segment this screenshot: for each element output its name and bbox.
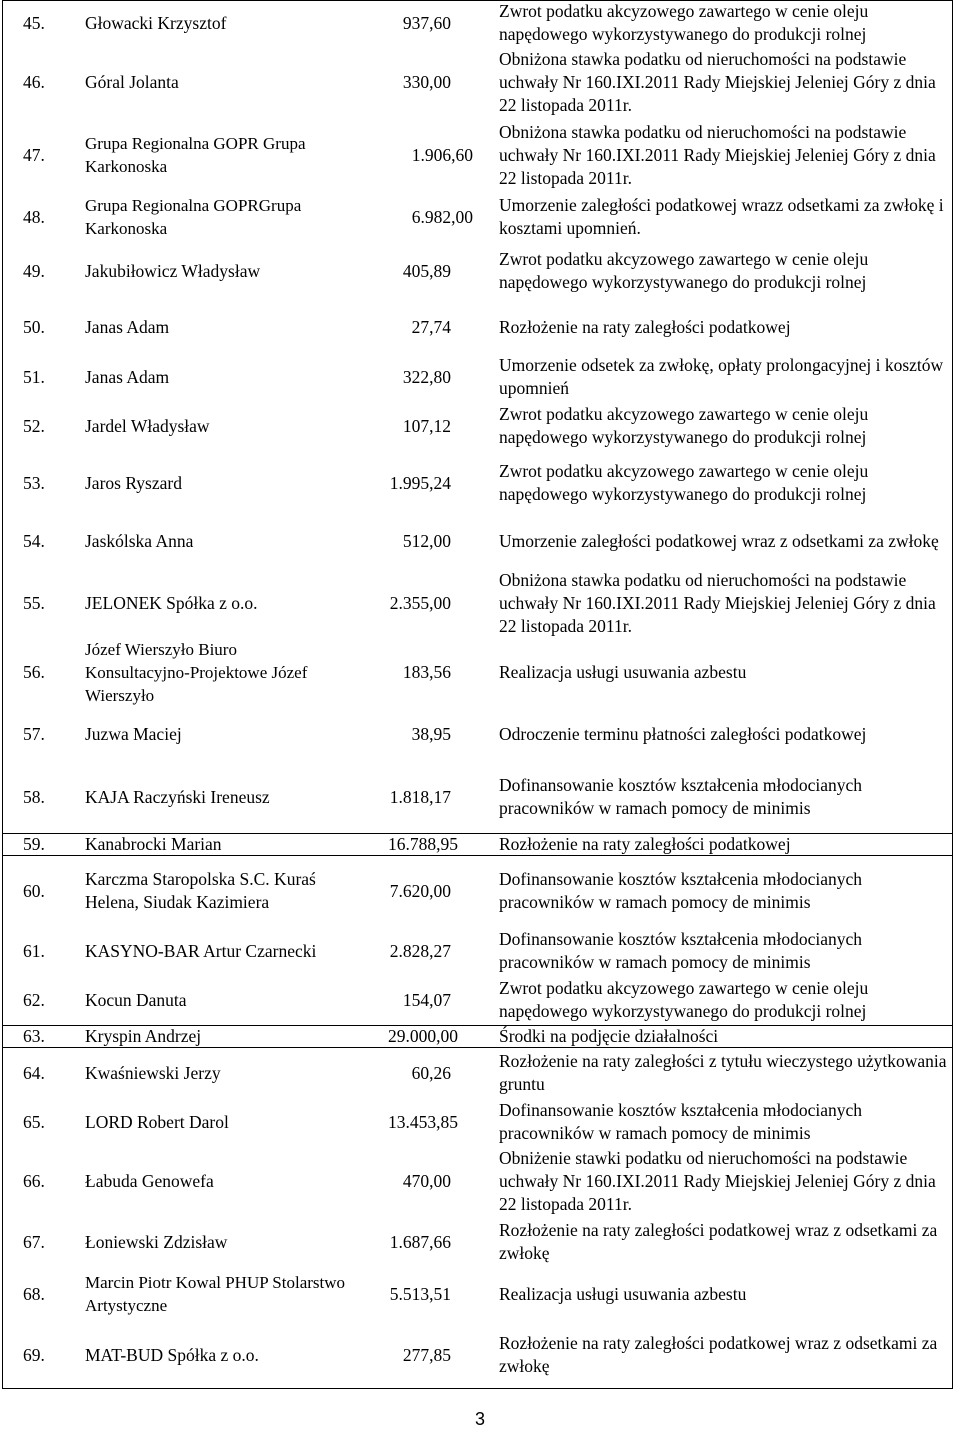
row-name: Marcin Piotr Kowal PHUP Stolarstwo Artystyczne bbox=[85, 1273, 346, 1315]
row-description: Rozłożenie na raty zaległości podatkowej wraz z odsetkami za zwłokę bbox=[499, 1333, 938, 1376]
row-description: Rozłożenie na raty zaległości podatkowej bbox=[499, 316, 791, 337]
table-row bbox=[3, 637, 952, 707]
row-number: 54. bbox=[23, 530, 45, 551]
table-row bbox=[3, 1217, 952, 1267]
row-description: Zwrot podatku akcyzowego zawartego w cenie oleju napędowego wykorzystywanego do produkcji rolnej bbox=[499, 249, 869, 292]
row-amount: 1.687,66 bbox=[389, 1231, 451, 1252]
row-name: Józef Wierszyło Biuro Konsultacyjno-Projektowe Józef Wierszyło bbox=[85, 639, 308, 705]
row-amount: 27,74 bbox=[411, 316, 451, 337]
row-description: Obniżona stawka podatku od nieruchomości na podstawie uchwały Nr 160.IXI.2011 Rady Miejskiej Jeleniej Góry z dnia 22 listopada 2011r. bbox=[499, 48, 936, 115]
row-amount: 38,95 bbox=[411, 723, 451, 744]
row-description: Zwrot podatku akcyzowego zawartego w cenie oleju napędowego wykorzystywanego do produkcji rolnej bbox=[499, 978, 869, 1021]
row-number: 49. bbox=[23, 260, 45, 281]
table-row bbox=[3, 453, 952, 513]
table-row bbox=[3, 855, 952, 927]
row-name: Jaros Ryszard bbox=[85, 472, 182, 493]
row-divider bbox=[3, 855, 952, 856]
row-description: Rozłożenie na raty zaległości podatkowej wraz z odsetkami za zwłokę bbox=[499, 1220, 938, 1263]
row-description: Rozłożenie na raty zaległości podatkowej bbox=[499, 833, 791, 854]
row-description: Obniżona stawka podatku od nieruchomości na podstawie uchwały Nr 160.IXI.2011 Rady Miejskiej Jeleniej Góry z dnia 22 listopada 2011r. bbox=[499, 569, 936, 636]
row-description: Dofinansowanie kosztów kształcenia młodocianych pracowników w ramach pomocy de minimis bbox=[499, 869, 863, 912]
table-row bbox=[3, 45, 952, 119]
row-description: Dofinansowanie kosztów kształcenia młodocianych pracowników w ramach pomocy de minimis bbox=[499, 775, 863, 818]
table-row bbox=[3, 1047, 952, 1099]
table-row bbox=[3, 1145, 952, 1217]
table-row bbox=[3, 833, 952, 855]
row-amount: 405,89 bbox=[402, 260, 451, 281]
row-amount: 7.620,00 bbox=[389, 880, 451, 901]
row-number: 47. bbox=[23, 144, 45, 165]
row-name: Kanabrocki Marian bbox=[85, 833, 222, 854]
row-description: Zwrot podatku akcyzowego zawartego w cenie oleju napędowego wykorzystywanego do produkcji rolnej bbox=[499, 404, 869, 447]
table-row bbox=[3, 1099, 952, 1145]
row-number: 69. bbox=[23, 1344, 45, 1365]
row-amount: 2.828,27 bbox=[389, 940, 451, 961]
row-number: 66. bbox=[23, 1170, 45, 1191]
row-name: KAJA Raczyński Ireneusz bbox=[85, 786, 270, 807]
row-number: 59. bbox=[23, 833, 45, 854]
row-amount: 1.818,17 bbox=[389, 786, 451, 807]
row-description: Rozłożenie na raty zaległości z tytułu wieczystego użytkowania gruntu bbox=[499, 1051, 947, 1094]
row-description: Umorzenie odsetek za zwłokę, opłaty prolongacyjnej i kosztów upomnień bbox=[499, 355, 944, 398]
row-number: 61. bbox=[23, 940, 45, 961]
row-name: Głowacki Krzysztof bbox=[85, 12, 227, 33]
table-row bbox=[3, 355, 952, 399]
row-number: 55. bbox=[23, 592, 45, 613]
row-number: 48. bbox=[23, 206, 45, 227]
row-name: Kwaśniewski Jerzy bbox=[85, 1062, 221, 1083]
row-amount: 937,60 bbox=[402, 12, 451, 33]
row-amount: 16.788,95 bbox=[388, 833, 458, 854]
row-amount: 1.906,60 bbox=[411, 144, 473, 165]
row-amount: 1.995,24 bbox=[389, 472, 451, 493]
row-amount: 6.982,00 bbox=[411, 206, 473, 227]
row-number: 60. bbox=[23, 880, 45, 901]
row-description: Obniżona stawka podatku od nieruchomości na podstawie uchwały Nr 160.IXI.2011 Rady Miejskiej Jeleniej Góry z dnia 22 listopada 2011r. bbox=[499, 121, 936, 188]
row-amount: 322,80 bbox=[402, 366, 451, 387]
row-description: Realizacja usługi usuwania azbestu bbox=[499, 661, 747, 682]
table-row bbox=[3, 1025, 952, 1047]
row-number: 51. bbox=[23, 366, 45, 387]
table-row bbox=[3, 1321, 952, 1389]
row-description: Dofinansowanie kosztów kształcenia młodocianych pracowników w ramach pomocy de minimis bbox=[499, 1100, 863, 1143]
row-number: 52. bbox=[23, 415, 45, 436]
table-row bbox=[3, 299, 952, 355]
row-amount: 330,00 bbox=[402, 71, 451, 92]
table-row bbox=[3, 975, 952, 1025]
row-divider bbox=[3, 1047, 952, 1048]
row-description: Realizacja usługi usuwania azbestu bbox=[499, 1283, 747, 1304]
row-name: KASYNO-BAR Artur Czarnecki bbox=[85, 940, 317, 961]
row-description: Umorzenie zaległości podatkowej wrazz odsetkami za zwłokę i kosztami upomnień. bbox=[499, 195, 944, 238]
row-amount: 183,56 bbox=[402, 661, 451, 682]
row-name: Grupa Regionalna GOPR Grupa Karkonoska bbox=[85, 134, 306, 176]
row-name: Jardel Władysław bbox=[85, 415, 210, 436]
row-number: 58. bbox=[23, 786, 45, 807]
row-number: 46. bbox=[23, 71, 45, 92]
row-description: Obniżenie stawki podatku od nieruchomości na podstawie uchwały Nr 160.IXI.2011 Rady Miejskiej Jeleniej Góry z dnia 22 listopada 2011r. bbox=[499, 1147, 936, 1214]
row-name: Grupa Regionalna GOPRGrupa Karkonoska bbox=[85, 196, 302, 238]
row-number: 56. bbox=[23, 661, 45, 682]
row-amount: 5.513,51 bbox=[389, 1283, 451, 1304]
row-amount: 13.453,85 bbox=[388, 1111, 458, 1132]
row-number: 64. bbox=[23, 1062, 45, 1083]
row-number: 50. bbox=[23, 316, 45, 337]
row-name: Janas Adam bbox=[85, 366, 170, 387]
row-number: 57. bbox=[23, 723, 45, 744]
row-amount: 60,26 bbox=[411, 1062, 451, 1083]
row-amount: 470,00 bbox=[402, 1170, 451, 1191]
row-name: Jaskólska Anna bbox=[85, 530, 194, 551]
row-name: Karczma Staropolska S.C. Kuraś Helena, Siudak Kazimiera bbox=[85, 869, 316, 912]
table-row bbox=[3, 513, 952, 569]
row-name: Kryspin Andrzej bbox=[85, 1025, 202, 1046]
row-divider bbox=[3, 833, 952, 834]
row-description: Dofinansowanie kosztów kształcenia młodocianych pracowników w ramach pomocy de minimis bbox=[499, 929, 863, 972]
row-number: 63. bbox=[23, 1025, 45, 1046]
row-name: LORD Robert Darol bbox=[85, 1111, 229, 1132]
document-table bbox=[2, 0, 953, 1389]
row-name: Łabuda Genowefa bbox=[85, 1170, 214, 1191]
row-name: Łoniewski Zdzisław bbox=[85, 1231, 228, 1252]
table-row bbox=[3, 927, 952, 975]
row-description: Środki na podjęcie działalności bbox=[499, 1025, 719, 1046]
row-number: 53. bbox=[23, 472, 45, 493]
table-row bbox=[3, 761, 952, 833]
row-name: Kocun Danuta bbox=[85, 989, 187, 1010]
row-name: Juzwa Maciej bbox=[85, 723, 182, 744]
row-divider bbox=[3, 1025, 952, 1026]
table-row bbox=[3, 707, 952, 761]
row-name: MAT-BUD Spółka z o.o. bbox=[85, 1344, 259, 1365]
row-number: 45. bbox=[23, 12, 45, 33]
table-row bbox=[3, 243, 952, 299]
row-amount: 277,85 bbox=[402, 1344, 451, 1365]
table-row bbox=[3, 569, 952, 637]
row-number: 62. bbox=[23, 989, 45, 1010]
row-amount: 154,07 bbox=[402, 989, 451, 1010]
row-name: Jakubiłowicz Władysław bbox=[85, 260, 261, 281]
table-row bbox=[3, 119, 952, 191]
table-row bbox=[3, 1, 952, 45]
row-name: JELONEK Spółka z o.o. bbox=[85, 592, 258, 613]
row-number: 67. bbox=[23, 1231, 45, 1252]
row-number: 65. bbox=[23, 1111, 45, 1132]
row-description: Umorzenie zaległości podatkowej wraz z odsetkami za zwłokę bbox=[499, 530, 939, 551]
row-description: Odroczenie terminu płatności zaległości podatkowej bbox=[499, 723, 867, 744]
row-description: Zwrot podatku akcyzowego zawartego w cenie oleju napędowego wykorzystywanego do produkcji rolnej bbox=[499, 1, 869, 44]
row-amount: 512,00 bbox=[402, 530, 451, 551]
row-amount: 107,12 bbox=[402, 415, 451, 436]
page-number: 3 bbox=[474, 1409, 485, 1429]
row-name: Janas Adam bbox=[85, 316, 170, 337]
table-row bbox=[3, 191, 952, 243]
row-number: 68. bbox=[23, 1283, 45, 1304]
row-amount: 29.000,00 bbox=[388, 1025, 458, 1046]
row-name: Góral Jolanta bbox=[85, 71, 179, 92]
row-amount: 2.355,00 bbox=[389, 592, 451, 613]
row-description: Zwrot podatku akcyzowego zawartego w cenie oleju napędowego wykorzystywanego do produkcji rolnej bbox=[499, 461, 869, 504]
table-row bbox=[3, 1267, 952, 1321]
table-row bbox=[3, 399, 952, 453]
